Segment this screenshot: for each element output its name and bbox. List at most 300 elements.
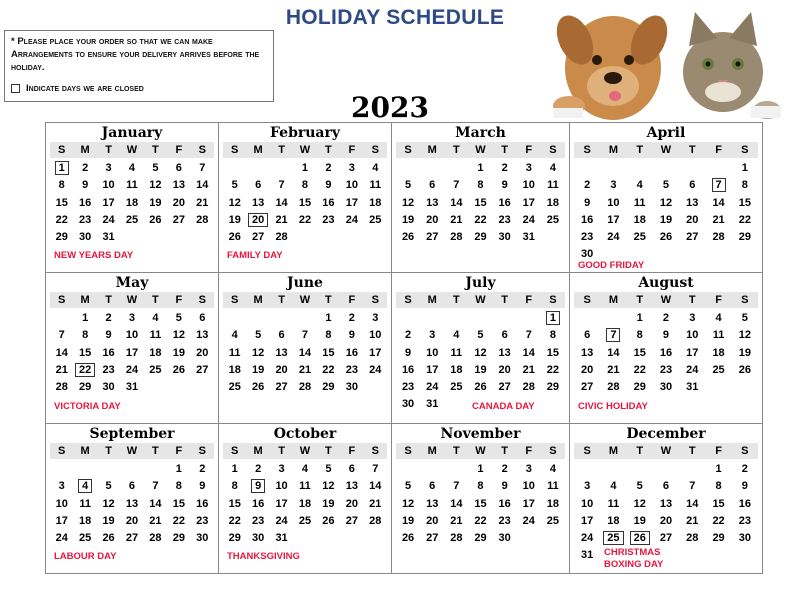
weekday-label: S [404,144,412,156]
month-march [392,123,570,273]
weekday-label: S [583,294,591,306]
day-cell: 15 [712,497,725,510]
weekday-label: T [636,144,644,156]
weekday-label: F [348,445,356,457]
day-cell: 26 [322,514,335,527]
day-cell: 3 [584,480,591,493]
day-cell: 15 [55,196,68,209]
day-cell: 11 [712,329,725,342]
empty-day [246,160,269,177]
weekday-label: T [105,294,112,306]
month-name: July [465,275,496,291]
day-cell: 16 [252,497,265,510]
weekday-label: F [525,445,533,457]
day-cell: 23 [345,363,358,376]
day-cell: 23 [196,514,209,527]
day-cell: 12 [228,196,241,209]
day-cell: 16 [401,363,415,376]
day-cell: 6 [429,480,436,493]
day-cell: 12 [738,329,751,342]
weekday-label: W [475,144,486,156]
day-cell: 4 [453,329,460,342]
day-cell: 5 [405,480,412,493]
weekday-label: S [198,294,206,306]
day-cell: 12 [474,346,487,359]
day-cell: 1 [477,162,484,174]
weekday-label: S [231,294,239,306]
day-cell: 28 [149,532,162,545]
day-cell: 20 [498,363,511,376]
day-cell: 30 [196,532,209,545]
day-cell: 14 [196,179,209,192]
weekday-label: T [688,144,696,156]
day-cell: 29 [474,231,487,244]
month-april [570,123,762,273]
page-title: HOLIDAY SCHEDULE [285,6,505,29]
day-cell: 13 [498,346,511,359]
day-cell: 18 [228,363,241,376]
empty-day [468,310,492,327]
day-grid [574,310,758,396]
day-cell: 27 [659,532,673,545]
weekday-label: M [80,144,90,156]
day-cell: 19 [228,213,241,226]
day-cell: 8 [715,480,722,493]
day-cell: 20 [196,346,209,359]
day-cell: 23 [498,213,511,226]
weekday-label: S [58,294,66,306]
day-cell: 26 [738,363,751,376]
day-cell: 3 [610,179,617,192]
day-cell: 18 [450,363,463,376]
day-cell: 14 [55,346,68,359]
day-cell: 8 [231,480,238,493]
closed-legend [11,82,267,95]
day-cell: 6 [429,179,436,192]
weekday-label: W [299,445,311,457]
day-cell: 10 [426,346,439,359]
holiday-name: VICTORIA DAY [54,401,121,412]
weekday-label: F [525,144,533,156]
weekday-label: F [175,144,183,156]
day-cell: 11 [79,497,91,510]
closed-day: 20 [246,212,269,229]
holiday-name: LABOUR DAY [54,551,117,562]
day-cell: 19 [322,497,335,510]
weekday-header [574,292,758,308]
day-cell: 17 [607,213,620,226]
day-cell: 14 [298,346,312,359]
empty-day [600,310,626,327]
empty-day [420,461,444,478]
day-cell: 25 [228,381,241,394]
day-cell: 23 [79,213,92,226]
weekday-header [223,292,387,308]
closed-day: 1 [541,310,565,327]
day-cell: 24 [581,532,594,545]
day-cell: 6 [501,329,508,342]
day-cell: 21 [298,363,312,376]
day-cell: 12 [633,497,646,510]
day-cell: 12 [102,497,115,510]
day-cell: 13 [125,497,139,510]
day-cell: 13 [345,480,358,493]
weekday-label: T [452,445,460,457]
weekday-label: T [688,445,696,457]
day-cell: 17 [55,514,68,527]
closed-day: 4 [73,478,96,495]
weekday-label: T [636,294,644,306]
closed-day: 9 [246,478,269,495]
weekday-label: T [501,144,508,156]
day-cell: 3 [689,312,696,324]
day-cell: 14 [450,497,463,510]
day-cell: 29 [172,532,185,545]
weekday-label: S [404,445,412,457]
empty-day [574,461,600,478]
day-cell: 3 [525,162,532,174]
month-january [46,123,219,273]
day-cell: 24 [102,213,115,226]
weekday-label: T [501,294,508,306]
empty-day [517,310,541,327]
day-cell: 30 [498,231,511,244]
weekday-label: T [688,294,696,306]
weekday-label: S [58,445,66,457]
empty-day [574,310,600,327]
day-cell: 1 [636,312,643,324]
empty-day [705,160,731,177]
day-cell: 10 [522,179,535,192]
day-cell: 8 [325,329,332,342]
day-cell: 4 [152,312,159,324]
day-cell: 1 [82,312,89,324]
day-cell: 12 [401,497,415,510]
weekday-label: T [152,144,159,156]
day-cell: 2 [348,312,355,324]
day-cell: 16 [498,196,511,209]
day-cell: 4 [231,329,238,342]
day-cell: 8 [549,329,556,342]
empty-day [574,160,600,177]
day-cell: 9 [82,179,89,192]
day-cell: 15 [322,346,335,359]
weekday-label: W [299,294,311,306]
day-cell: 11 [450,346,463,359]
day-cell: 26 [401,231,415,244]
day-cell: 13 [426,196,439,209]
day-cell: 27 [172,213,185,226]
empty-day [246,310,269,327]
day-cell: 15 [172,497,185,510]
day-cell: 4 [301,463,309,475]
closed-day: 7 [705,177,731,194]
holiday-name: NEW YEARS DAY [54,250,134,261]
weekday-label: S [549,294,557,306]
month-name: March [455,125,506,141]
day-cell: 18 [298,497,312,510]
day-cell: 28 [607,381,620,394]
day-cell: 5 [662,179,670,192]
day-cell: 16 [581,213,594,226]
month-september [46,424,219,573]
weekday-label: W [126,144,138,156]
day-cell: 12 [401,196,415,209]
day-cell: 10 [102,179,115,192]
empty-day [420,310,444,327]
month-name: June [287,275,323,291]
day-cell: 24 [522,213,535,226]
weekday-label: T [325,294,332,306]
day-cell: 8 [636,329,643,342]
day-cell: 10 [125,329,139,342]
day-cell: 8 [175,480,182,493]
weekday-label: S [404,294,412,306]
day-cell: 5 [231,179,238,192]
order-note: * Please place your order so that we can make Arrangements to ensure your delivery arrives before the holiday. [11,36,260,73]
day-cell: 25 [633,231,646,244]
day-cell: 25 [712,363,725,376]
day-cell: 5 [477,329,484,342]
day-cell: 25 [369,213,382,226]
empty-day [627,461,653,478]
day-cell: 11 [547,179,559,192]
weekday-label: S [741,294,749,306]
day-cell: 18 [125,196,139,209]
day-cell: 17 [102,196,115,209]
day-cell: 6 [348,463,355,475]
day-cell: 16 [79,196,92,209]
day-cell: 6 [689,179,696,192]
day-cell: 2 [584,179,591,192]
weekday-label: W [660,294,672,306]
empty-day [73,461,96,478]
weekday-label: S [549,144,557,156]
weekday-label: F [715,144,722,156]
weekday-label: T [278,294,285,306]
day-cell: 11 [149,329,162,342]
day-cell: 9 [662,329,670,342]
month-name: February [269,125,340,141]
weekday-header [223,443,387,459]
day-cell: 29 [79,381,92,394]
weekday-header [50,443,214,459]
day-cell: 25 [546,213,560,226]
weekday-label: M [253,294,263,306]
holiday-name: FAMILY DAY [227,250,283,261]
day-cell: 5 [325,463,332,475]
day-cell: 30 [345,381,358,394]
day-cell: 30 [659,381,673,394]
day-cell: 15 [474,497,487,510]
weekday-label: S [198,445,206,457]
day-cell: 27 [426,532,439,545]
day-cell: 3 [348,162,355,174]
empty-day [97,461,120,478]
empty-day [396,310,420,327]
day-cell: 4 [610,480,617,493]
empty-day [420,160,444,177]
day-cell: 21 [450,514,463,527]
day-cell: 21 [149,514,162,527]
day-grid [50,310,214,396]
empty-day [396,160,420,177]
empty-day [679,160,705,177]
day-cell: 29 [712,532,725,545]
day-cell: 7 [453,480,460,493]
day-cell: 15 [79,346,92,359]
month-july [392,273,570,424]
day-cell: 19 [738,346,751,359]
day-cell: 1 [741,162,748,174]
holiday-label [227,551,300,563]
year-heading: 2023 [351,91,429,124]
day-cell: 2 [105,312,112,324]
day-cell: 18 [607,514,620,527]
day-grid [574,160,758,264]
day-cell: 13 [275,346,288,359]
day-cell: 8 [82,329,89,342]
day-cell: 29 [738,231,751,244]
day-cell: 25 [125,213,139,226]
weekday-label: S [231,144,239,156]
day-cell: 3 [58,480,65,493]
day-cell: 9 [741,480,748,493]
day-cell: 10 [522,480,535,493]
day-cell: 16 [322,196,335,209]
weekday-label: W [126,294,138,306]
empty-day [293,310,316,327]
day-cell: 20 [659,514,673,527]
month-august [570,273,762,424]
day-cell: 24 [55,532,68,545]
month-may [46,273,219,424]
day-cell: 2 [662,312,670,324]
day-cell: 19 [401,213,415,226]
day-cell: 4 [128,162,136,174]
day-grid [50,461,214,547]
day-cell: 29 [546,381,560,394]
empty-day [444,461,468,478]
day-cell: 26 [659,231,673,244]
day-cell: 27 [125,532,139,545]
day-cell: 4 [549,463,556,475]
day-cell: 6 [278,329,285,342]
holiday-label [604,547,663,571]
day-cell: 20 [426,213,439,226]
day-cell: 27 [196,363,209,376]
day-cell: 18 [712,346,725,359]
weekday-label: M [80,294,90,306]
day-cell: 20 [345,497,358,510]
weekday-label: S [583,144,591,156]
day-cell: 7 [278,179,285,192]
day-cell: 14 [450,196,463,209]
weekday-label: T [105,445,112,457]
day-cell: 7 [525,329,532,342]
day-cell: 10 [275,480,288,493]
month-name: May [115,275,149,291]
day-cell: 28 [450,231,463,244]
day-cell: 31 [522,231,535,244]
weekday-label: S [583,445,591,457]
day-cell: 30 [498,532,511,545]
weekday-label: S [198,144,206,156]
day-cell: 16 [498,497,511,510]
day-cell: 25 [450,381,463,394]
day-cell: 13 [252,196,265,209]
day-cell: 30 [738,532,751,545]
weekday-label: S [231,445,239,457]
weekday-label: M [253,144,263,156]
day-cell: 10 [345,179,358,192]
closed-day: 22 [73,362,96,379]
day-cell: 8 [58,179,65,192]
day-cell: 17 [581,514,594,527]
day-cell: 30 [581,248,594,261]
weekday-header [396,142,565,158]
day-cell: 6 [199,312,206,324]
day-cell: 24 [369,363,382,376]
day-cell: 27 [686,231,699,244]
day-cell: 19 [172,346,185,359]
weekday-label: W [126,445,138,457]
day-cell: 10 [686,329,699,342]
holiday-label [578,401,648,413]
day-cell: 16 [659,346,673,359]
day-cell: 22 [55,213,68,226]
day-cell: 20 [581,363,594,376]
day-cell: 21 [369,497,382,510]
day-cell: 23 [738,514,751,527]
weekday-label: S [58,144,66,156]
day-cell: 9 [584,196,591,209]
day-cell: 5 [152,162,159,174]
day-cell: 25 [79,532,92,545]
month-name: August [638,275,694,291]
day-cell: 26 [252,381,265,394]
day-cell: 7 [58,329,65,342]
day-cell: 31 [125,381,139,394]
day-cell: 20 [275,363,288,376]
weekday-label: T [501,445,508,457]
day-cell: 30 [79,231,92,244]
day-cell: 17 [426,363,439,376]
weekday-label: S [741,445,749,457]
day-cell: 10 [369,329,382,342]
day-cell: 30 [252,532,265,545]
day-cell: 1 [325,312,332,324]
day-cell: 20 [125,514,139,527]
weekday-label: F [348,144,356,156]
day-cell: 28 [522,381,535,394]
day-cell: 2 [501,162,508,174]
day-cell: 26 [228,231,241,244]
day-cell: 1 [175,463,182,475]
day-cell: 4 [372,162,379,174]
day-cell: 14 [275,196,288,209]
day-cell: 11 [126,179,138,192]
calendar-grid [45,122,763,574]
empty-day [223,160,246,177]
month-december [570,424,762,573]
weekday-header [396,292,565,308]
day-cell: 8 [477,480,484,493]
weekday-label: T [325,445,332,457]
day-cell: 2 [199,463,206,475]
weekday-label: F [175,445,183,457]
day-cell: 3 [128,312,136,324]
